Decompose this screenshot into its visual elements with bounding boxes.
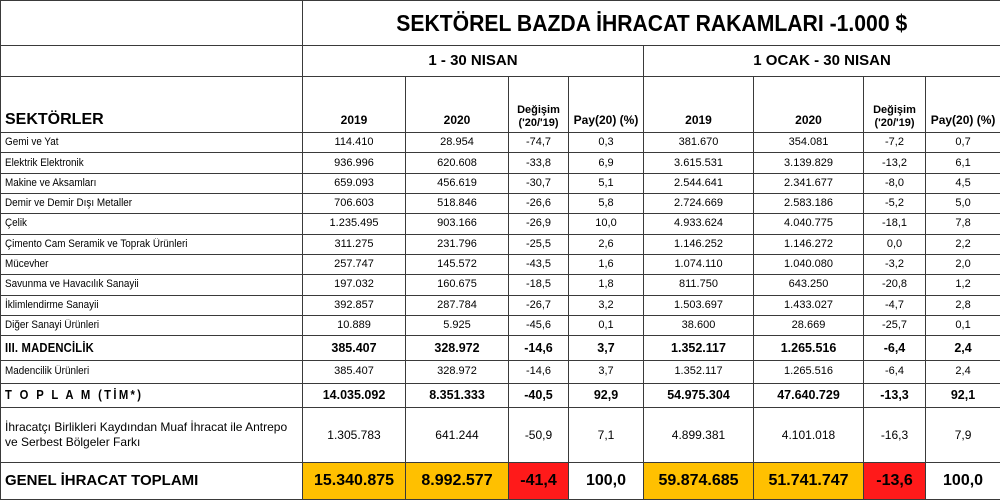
- change-second: 0,0: [864, 234, 926, 254]
- value-2019-second: 38.600: [644, 315, 754, 335]
- share-first: 3,2: [569, 295, 644, 315]
- value-2020-first: 8.992.577: [406, 462, 509, 499]
- value-2019-first: 311.275: [303, 234, 406, 254]
- share-first: 100,0: [569, 462, 644, 499]
- change-first: -40,5: [509, 383, 569, 408]
- sector-label: Savunma ve Havacılık Sanayii: [1, 275, 303, 295]
- sector-label: GENEL İHRACAT TOPLAMI: [1, 462, 303, 499]
- share-second: 7,8: [926, 214, 1000, 234]
- title-blank-cell: [1, 1, 303, 46]
- sector-label: Çimento Cam Seramik ve Toprak Ürünleri: [1, 234, 303, 254]
- value-2020-first: 328.972: [406, 336, 509, 361]
- value-2019-second: 1.352.117: [644, 361, 754, 384]
- value-2019-first: 706.603: [303, 194, 406, 214]
- share-first: 1,8: [569, 275, 644, 295]
- change-second: -16,3: [864, 408, 926, 462]
- grand-total-row: [1, 462, 1000, 499]
- total-row-tim: [1, 383, 1000, 408]
- value-2020-second: 1.433.027: [754, 295, 864, 315]
- table-row: [1, 275, 1000, 295]
- change-second: -5,2: [864, 194, 926, 214]
- share-first: 6,9: [569, 153, 644, 173]
- title-row: [1, 1, 1000, 46]
- share-second: 2,4: [926, 336, 1000, 361]
- value-2019-second: 1.146.252: [644, 234, 754, 254]
- value-2020-first: 287.784: [406, 295, 509, 315]
- change-first: -18,5: [509, 275, 569, 295]
- change-second: -3,2: [864, 254, 926, 274]
- share-second: 7,9: [926, 408, 1000, 462]
- value-2019-second: 54.975.304: [644, 383, 754, 408]
- change-first: -50,9: [509, 408, 569, 462]
- value-2020-second: 3.139.829: [754, 153, 864, 173]
- header-change-first: [509, 76, 569, 132]
- value-2020-second: 354.081: [754, 133, 864, 153]
- share-second: 100,0: [926, 462, 1000, 499]
- header-2020-first: 2020: [406, 76, 509, 132]
- share-second: 6,1: [926, 153, 1000, 173]
- share-first: 5,1: [569, 173, 644, 193]
- value-2020-second: 4.101.018: [754, 408, 864, 462]
- change-second: -13,3: [864, 383, 926, 408]
- value-2019-second: 381.670: [644, 133, 754, 153]
- share-second: 4,5: [926, 173, 1000, 193]
- change-first: -14,6: [509, 336, 569, 361]
- sector-label: Gemi ve Yat: [1, 133, 303, 153]
- value-2019-second: 4.899.381: [644, 408, 754, 462]
- change-second: -13,6: [864, 462, 926, 499]
- value-2019-first: 14.035.092: [303, 383, 406, 408]
- value-2019-first: 10.889: [303, 315, 406, 335]
- value-2020-first: 641.244: [406, 408, 509, 462]
- share-first: 3,7: [569, 336, 644, 361]
- value-2020-first: 456.619: [406, 173, 509, 193]
- value-2020-second: 28.669: [754, 315, 864, 335]
- change-first: -74,7: [509, 133, 569, 153]
- value-2020-first: 145.572: [406, 254, 509, 274]
- header-share-first: Pay(20) (%): [569, 76, 644, 132]
- value-2020-second: 643.250: [754, 275, 864, 295]
- table-title: SEKTÖREL BAZDA İHRACAT RAKAMLARI -1.000 $: [303, 1, 1000, 46]
- value-2019-first: 197.032: [303, 275, 406, 295]
- table-row: [1, 173, 1000, 193]
- value-2020-second: 51.741.747: [754, 462, 864, 499]
- sector-label: Demir ve Demir Dışı Metaller: [1, 194, 303, 214]
- value-2019-first: 385.407: [303, 336, 406, 361]
- change-first: -45,6: [509, 315, 569, 335]
- value-2019-first: 392.857: [303, 295, 406, 315]
- change-first: -14,6: [509, 361, 569, 384]
- change-label: Değişim: [873, 103, 916, 116]
- sector-label: İklimlendirme Sanayii: [1, 295, 303, 315]
- change-period-label: ('20/'19): [874, 116, 915, 129]
- period-row: [1, 46, 1000, 76]
- change-second: -25,7: [864, 315, 926, 335]
- share-first: 2,6: [569, 234, 644, 254]
- header-change-second: [864, 76, 926, 132]
- value-2019-second: 2.724.669: [644, 194, 754, 214]
- change-first: -41,4: [509, 462, 569, 499]
- value-2020-second: 1.265.516: [754, 336, 864, 361]
- change-second: -4,7: [864, 295, 926, 315]
- share-first: 5,8: [569, 194, 644, 214]
- change-second: -7,2: [864, 133, 926, 153]
- value-2019-second: 1.074.110: [644, 254, 754, 274]
- subtotal-row-mining: [1, 336, 1000, 361]
- value-2019-first: 1.235.495: [303, 214, 406, 234]
- share-second: 2,2: [926, 234, 1000, 254]
- sector-label: Elektrik Elektronik: [1, 153, 303, 173]
- sector-label: Mücevher: [1, 254, 303, 274]
- change-second: -20,8: [864, 275, 926, 295]
- value-2020-second: 1.040.080: [754, 254, 864, 274]
- value-2019-second: 1.352.117: [644, 336, 754, 361]
- share-first: 7,1: [569, 408, 644, 462]
- change-period-label: ('20/'19): [518, 116, 559, 129]
- table-row: [1, 295, 1000, 315]
- value-2020-first: 8.351.333: [406, 383, 509, 408]
- share-second: 2,8: [926, 295, 1000, 315]
- change-first: -33,8: [509, 153, 569, 173]
- share-second: 92,1: [926, 383, 1000, 408]
- change-first: -26,7: [509, 295, 569, 315]
- value-2019-first: 385.407: [303, 361, 406, 384]
- value-2019-first: 936.996: [303, 153, 406, 173]
- change-label: Değişim: [517, 103, 560, 116]
- value-2019-first: 1.305.783: [303, 408, 406, 462]
- value-2020-second: 2.341.677: [754, 173, 864, 193]
- period-second-header: 1 OCAK - 30 NISAN: [644, 46, 1000, 76]
- value-2020-first: 5.925: [406, 315, 509, 335]
- change-first: -30,7: [509, 173, 569, 193]
- table-row: [1, 361, 1000, 384]
- header-2019-first: 2019: [303, 76, 406, 132]
- header-2019-second: 2019: [644, 76, 754, 132]
- value-2019-first: 257.747: [303, 254, 406, 274]
- sector-label: Çelik: [1, 214, 303, 234]
- change-first: -26,9: [509, 214, 569, 234]
- share-first: 1,6: [569, 254, 644, 274]
- change-first: -26,6: [509, 194, 569, 214]
- value-2020-second: 4.040.775: [754, 214, 864, 234]
- period-blank-cell: [1, 46, 303, 76]
- value-2020-first: 231.796: [406, 234, 509, 254]
- change-second: -13,2: [864, 153, 926, 173]
- value-2019-second: 811.750: [644, 275, 754, 295]
- value-2020-first: 620.608: [406, 153, 509, 173]
- value-2019-first: 659.093: [303, 173, 406, 193]
- value-2020-second: 1.146.272: [754, 234, 864, 254]
- value-2019-second: 4.933.624: [644, 214, 754, 234]
- sector-label: Diğer Sanayi Ürünleri: [1, 315, 303, 335]
- share-second: 5,0: [926, 194, 1000, 214]
- share-first: 0,1: [569, 315, 644, 335]
- sector-label: III. MADENCİLİK: [1, 336, 303, 361]
- share-first: 92,9: [569, 383, 644, 408]
- exempt-exports-row: [1, 408, 1000, 462]
- sector-label: Madencilik Ürünleri: [1, 361, 303, 384]
- change-first: -25,5: [509, 234, 569, 254]
- header-2020-second: 2020: [754, 76, 864, 132]
- change-second: -8,0: [864, 173, 926, 193]
- share-second: 0,1: [926, 315, 1000, 335]
- value-2020-second: 47.640.729: [754, 383, 864, 408]
- value-2019-second: 1.503.697: [644, 295, 754, 315]
- value-2020-first: 28.954: [406, 133, 509, 153]
- change-second: -6,4: [864, 336, 926, 361]
- value-2020-first: 328.972: [406, 361, 509, 384]
- table-row: [1, 254, 1000, 274]
- header-share-second: Pay(20) (%): [926, 76, 1000, 132]
- value-2019-first: 15.340.875: [303, 462, 406, 499]
- table-row: [1, 153, 1000, 173]
- share-second: 1,2: [926, 275, 1000, 295]
- change-second: -18,1: [864, 214, 926, 234]
- table-row: [1, 234, 1000, 254]
- table-row: [1, 315, 1000, 335]
- share-second: 0,7: [926, 133, 1000, 153]
- share-second: 2,4: [926, 361, 1000, 384]
- share-second: 2,0: [926, 254, 1000, 274]
- share-first: 0,3: [569, 133, 644, 153]
- value-2020-second: 1.265.516: [754, 361, 864, 384]
- value-2019-first: 114.410: [303, 133, 406, 153]
- table-row: [1, 214, 1000, 234]
- share-first: 3,7: [569, 361, 644, 384]
- sector-label: T O P L A M (TİM*): [1, 383, 303, 408]
- table-row: [1, 133, 1000, 153]
- value-2019-second: 3.615.531: [644, 153, 754, 173]
- value-2020-second: 2.583.186: [754, 194, 864, 214]
- change-second: -6,4: [864, 361, 926, 384]
- share-first: 10,0: [569, 214, 644, 234]
- sectors-header: SEKTÖRLER: [1, 76, 303, 132]
- column-header-row: [1, 76, 1000, 132]
- change-first: -43,5: [509, 254, 569, 274]
- sector-label: Makine ve Aksamları: [1, 173, 303, 193]
- sector-label: İhracatçı Birlikleri Kaydından Muaf İhracat ile Antrepo ve Serbest Bölgeler Farkı: [1, 408, 303, 462]
- period-first-header: 1 - 30 NISAN: [303, 46, 644, 76]
- table-row: [1, 194, 1000, 214]
- value-2020-first: 903.166: [406, 214, 509, 234]
- value-2020-first: 518.846: [406, 194, 509, 214]
- value-2020-first: 160.675: [406, 275, 509, 295]
- value-2019-second: 59.874.685: [644, 462, 754, 499]
- value-2019-second: 2.544.641: [644, 173, 754, 193]
